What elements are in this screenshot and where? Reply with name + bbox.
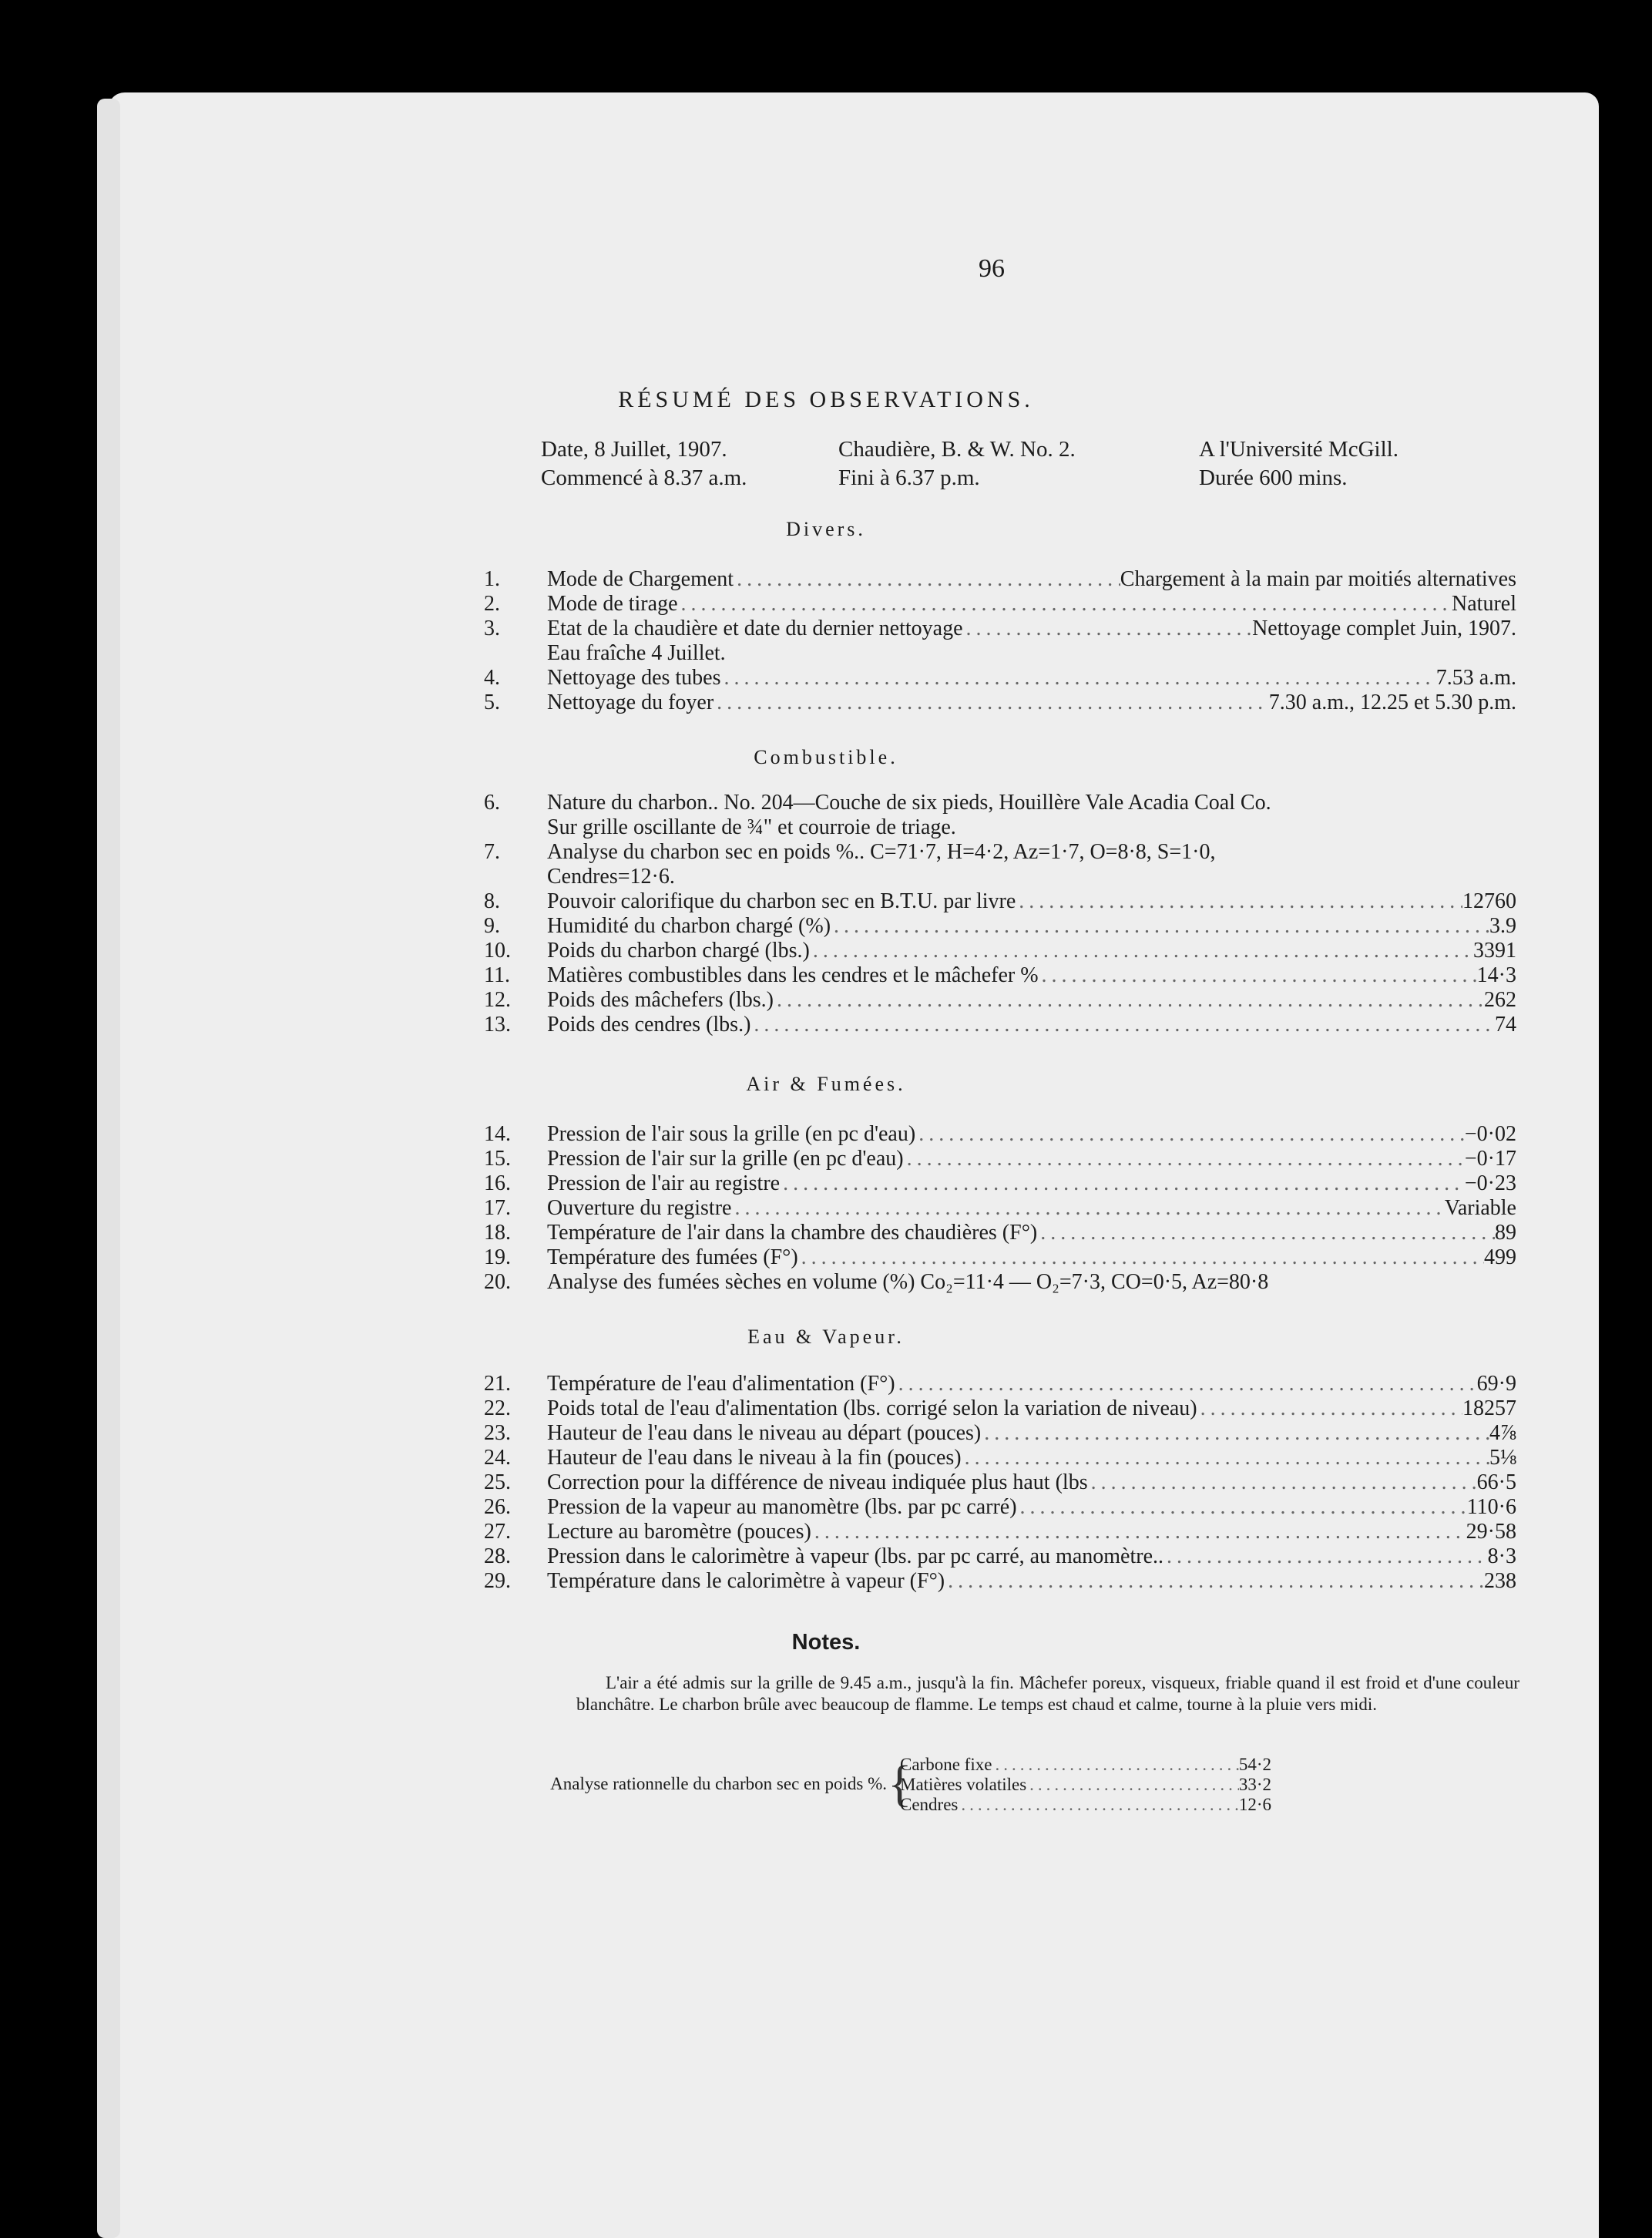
item-label: Poids total de l'eau d'alimentation (lbs. corrigé selon la variation de niveau) xyxy=(547,1396,1197,1420)
item-number: 6. xyxy=(484,791,500,815)
item-value: −0·17 xyxy=(1464,1147,1516,1171)
leader-dots xyxy=(992,1755,1238,1775)
item-label: Analyse du charbon sec en poids %.. C=71·7, H=4·2, Az=1·7, O=8·8, S=1·0, xyxy=(547,840,1216,864)
leader-dots xyxy=(731,1196,1444,1221)
item-number: 14. xyxy=(484,1122,511,1146)
item-value: 66·5 xyxy=(1476,1470,1516,1494)
observation-row xyxy=(484,1520,1516,1544)
observation-row xyxy=(484,567,1516,592)
item-value: Variable xyxy=(1444,1196,1516,1220)
item-label: Etat de la chaudière et date du dernier nettoyage xyxy=(547,617,963,640)
item-value: 499 xyxy=(1484,1245,1516,1269)
item-label: Pression dans le calorimètre à vapeur (lbs. par pc carré, au manomètre.. xyxy=(547,1544,1163,1568)
item-number: 17. xyxy=(484,1196,511,1220)
item-label: Correction pour la différence de niveau indiquée plus haut (lbs xyxy=(547,1470,1088,1494)
item-number: 9. xyxy=(484,914,500,938)
analysis-label: Analyse rationnelle du charbon sec en poids %. xyxy=(550,1774,887,1793)
item-value: 7.53 a.m. xyxy=(1435,666,1516,690)
item-value: 3.9 xyxy=(1489,914,1516,938)
observation-row xyxy=(484,666,1516,691)
item-number: 2. xyxy=(484,592,500,616)
observation-row xyxy=(484,1470,1516,1495)
item-value: 33·2 xyxy=(1238,1775,1271,1794)
item-number: 7. xyxy=(484,840,500,864)
leader-dots xyxy=(714,691,1269,715)
item-value: 89 xyxy=(1495,1221,1516,1245)
observation-text-row xyxy=(484,865,1516,889)
item-value: −0·02 xyxy=(1464,1122,1516,1146)
item-value: 262 xyxy=(1484,988,1516,1012)
observation-row xyxy=(484,914,1516,939)
item-label: Nature du charbon.. No. 204—Couche de six pieds, Houillère Vale Acadia Coal Co. xyxy=(547,791,1271,815)
brace-glyph: { xyxy=(888,1756,912,1812)
observation-row xyxy=(484,988,1516,1013)
item-value: Chargement à la main par moitiés alternatives xyxy=(1120,567,1516,591)
observation-text-row xyxy=(484,815,1516,840)
leader-dots xyxy=(811,1520,1466,1544)
leader-dots xyxy=(780,1171,1465,1196)
item-number: 20. xyxy=(484,1270,511,1294)
item-number: 10. xyxy=(484,939,511,963)
leader-dots xyxy=(1016,889,1462,914)
divers-list xyxy=(484,567,1516,715)
leader-dots xyxy=(1037,1221,1495,1245)
item-value: 238 xyxy=(1484,1569,1516,1593)
item-label: Carbone fixe xyxy=(900,1755,992,1774)
item-value: 18257 xyxy=(1462,1396,1516,1420)
item-number: 16. xyxy=(484,1171,511,1195)
observation-row xyxy=(484,691,1516,715)
page-number: 96 xyxy=(979,254,1005,283)
item-label: Pression de l'air sur la grille (en pc d'eau) xyxy=(547,1147,904,1171)
item-value: 110·6 xyxy=(1466,1495,1516,1519)
observation-row xyxy=(900,1755,1271,1775)
leader-dots xyxy=(678,592,1452,617)
analysis-table xyxy=(900,1755,1271,1815)
notes-title: Notes. xyxy=(791,1630,861,1655)
item-number: 24. xyxy=(484,1446,511,1470)
item-number: 27. xyxy=(484,1520,511,1544)
item-value: 54·2 xyxy=(1238,1755,1271,1774)
section-title-combustible: Combustible. xyxy=(754,746,898,768)
leader-dots xyxy=(1039,963,1477,988)
item-label: Hauteur de l'eau dans le niveau au départ (pouces) xyxy=(547,1421,982,1445)
observation-row xyxy=(484,939,1516,963)
item-label: Matières volatiles xyxy=(900,1775,1027,1794)
item-number: 8. xyxy=(484,889,500,913)
item-label: Pouvoir calorifique du charbon sec en B.T.U. par livre xyxy=(547,889,1016,913)
observation-text-row xyxy=(484,791,1516,815)
item-label: Cendres=12·6. xyxy=(547,865,675,889)
observation-text-row xyxy=(484,840,1516,865)
item-label: Ouverture du registre xyxy=(547,1196,732,1220)
header-fini: Fini à 6.37 p.m. xyxy=(838,465,980,490)
observation-row xyxy=(484,963,1516,988)
observation-row xyxy=(900,1775,1271,1795)
item-number: 21. xyxy=(484,1372,511,1396)
item-number: 19. xyxy=(484,1245,511,1269)
item-number: 4. xyxy=(484,666,500,690)
item-number: 22. xyxy=(484,1396,511,1420)
leader-dots xyxy=(774,988,1484,1013)
observation-row xyxy=(484,1245,1516,1270)
item-label: Pression de la vapeur au manomètre (lbs. par pc carré) xyxy=(547,1495,1017,1519)
item-value: 8·3 xyxy=(1487,1544,1516,1568)
observation-row xyxy=(900,1795,1271,1815)
item-label: Nettoyage des tubes xyxy=(547,666,721,690)
eau-list xyxy=(484,1372,1516,1594)
leader-dots xyxy=(734,567,1120,592)
observation-row xyxy=(484,592,1516,617)
observation-row xyxy=(484,889,1516,914)
header-left xyxy=(541,435,747,492)
item-number: 13. xyxy=(484,1013,511,1037)
item-value: Naturel xyxy=(1452,592,1516,616)
leader-dots xyxy=(810,939,1473,963)
item-number: 28. xyxy=(484,1544,511,1568)
header-lieu: A l'Université McGill. xyxy=(1199,437,1398,462)
section-title-air: Air & Fumées. xyxy=(746,1073,906,1095)
item-value: 3391 xyxy=(1473,939,1516,963)
leader-dots xyxy=(1088,1470,1477,1495)
item-number: 11. xyxy=(484,963,510,987)
observation-row xyxy=(484,1421,1516,1446)
item-number: 15. xyxy=(484,1147,511,1171)
item-label: Nettoyage du foyer xyxy=(547,691,714,714)
header-commence: Commencé à 8.37 a.m. xyxy=(541,465,747,490)
leader-dots xyxy=(1017,1495,1467,1520)
item-number: 12. xyxy=(484,988,511,1012)
item-value: 12·6 xyxy=(1238,1795,1271,1814)
leader-dots xyxy=(895,1372,1477,1396)
leader-dots xyxy=(981,1421,1489,1446)
item-label: Mode de Chargement xyxy=(547,567,734,591)
item-label: Hauteur de l'eau dans le niveau à la fin (pouces) xyxy=(547,1446,962,1470)
item-label: Matières combustibles dans les cendres et le mâchefer % xyxy=(547,963,1039,987)
item-label: Poids des mâchefers (lbs.) xyxy=(547,988,774,1012)
observation-row xyxy=(484,1013,1516,1037)
section-title-eau: Eau & Vapeur. xyxy=(747,1326,905,1348)
observation-row xyxy=(484,1221,1516,1245)
item-value: 4⅞ xyxy=(1489,1421,1516,1445)
item-label: Poids du charbon chargé (lbs.) xyxy=(547,939,810,963)
item-number: 26. xyxy=(484,1495,511,1519)
item-value: −0·23 xyxy=(1464,1171,1516,1195)
page-title: RÉSUMÉ DES OBSERVATIONS. xyxy=(618,387,1034,412)
item-number: 29. xyxy=(484,1569,511,1593)
item-number: 5. xyxy=(484,691,500,714)
item-number: 23. xyxy=(484,1421,511,1445)
item-value: 12760 xyxy=(1462,889,1516,913)
observation-row xyxy=(484,1196,1516,1221)
page-edge xyxy=(97,99,120,2238)
observation-row xyxy=(484,1372,1516,1396)
item-label: Sur grille oscillante de ¾" et courroie de triage. xyxy=(547,815,956,839)
header-chaudiere: Chaudière, B. & W. No. 2. xyxy=(838,437,1076,462)
item-value: 7.30 a.m., 12.25 et 5.30 p.m. xyxy=(1268,691,1516,714)
item-value: Nettoyage complet Juin, 1907. xyxy=(1252,617,1516,640)
observation-row xyxy=(484,1122,1516,1147)
leader-dots xyxy=(798,1245,1484,1270)
item-label: Cendres xyxy=(900,1795,959,1814)
leader-dots xyxy=(958,1795,1238,1815)
notes-paragraph: L'air a été admis sur la grille de 9.45 a.m., jusqu'à la fin. Mâchefer poreux, visqueux, friable quand il est froid et d'une couleur blanchâtre. Le charbon brûle avec beaucoup de flamme. Le temps est chaud et calme, tourne à la pluie vers midi. xyxy=(576,1673,1519,1714)
leader-dots xyxy=(831,914,1489,939)
leader-dots xyxy=(1163,1544,1488,1569)
item-value: 74 xyxy=(1495,1013,1516,1037)
observation-row xyxy=(484,1544,1516,1569)
item-label: Température dans le calorimètre à vapeur (F°) xyxy=(547,1569,945,1593)
item-label: Pression de l'air sous la grille (en pc d'eau) xyxy=(547,1122,916,1146)
item-value: 69·9 xyxy=(1476,1372,1516,1396)
combustible-list xyxy=(484,791,1516,1037)
item-label: Mode de tirage xyxy=(547,592,678,616)
header-right xyxy=(1199,435,1398,492)
leader-dots xyxy=(904,1147,1465,1171)
leader-dots xyxy=(750,1013,1495,1037)
item-label: Température de l'eau d'alimentation (F°) xyxy=(547,1372,895,1396)
item-label: Température des fumées (F°) xyxy=(547,1245,798,1269)
item-number: 25. xyxy=(484,1470,511,1494)
header-center xyxy=(838,435,1076,492)
observation-row xyxy=(484,1396,1516,1421)
item-label: Eau fraîche 4 Juillet. xyxy=(547,641,726,665)
item-number: 1. xyxy=(484,567,500,591)
leader-dots xyxy=(1197,1396,1462,1421)
item-label: Température de l'air dans la chambre des chaudières (F°) xyxy=(547,1221,1038,1245)
leader-dots xyxy=(945,1569,1484,1594)
observation-text-row xyxy=(484,1270,1516,1295)
section-title-divers: Divers. xyxy=(786,518,866,540)
item-label: Analyse des fumées sèches en volume (%) Co₂=11·4 — O₂=7·3, CO=0·5, Az=80·8 xyxy=(547,1270,1269,1294)
item-label: Lecture au baromètre (pouces) xyxy=(547,1520,811,1544)
item-number: 3. xyxy=(484,617,500,640)
item-value: 5⅛ xyxy=(1489,1446,1516,1470)
item-value: 29·58 xyxy=(1466,1520,1516,1544)
header-duree: Durée 600 mins. xyxy=(1199,465,1348,490)
observation-row xyxy=(484,1446,1516,1470)
leader-dots xyxy=(963,617,1253,641)
observation-row xyxy=(484,1495,1516,1520)
observation-text-row xyxy=(484,641,1516,666)
item-label: Poids des cendres (lbs.) xyxy=(547,1013,751,1037)
item-label: Humidité du charbon chargé (%) xyxy=(547,914,831,938)
leader-dots xyxy=(962,1446,1489,1470)
item-value: 14·3 xyxy=(1476,963,1516,987)
observation-row xyxy=(484,1569,1516,1594)
item-label: Pression de l'air au registre xyxy=(547,1171,781,1195)
observation-row xyxy=(484,617,1516,641)
observation-row xyxy=(484,1147,1516,1171)
leader-dots xyxy=(1026,1775,1239,1795)
observation-row xyxy=(484,1171,1516,1196)
air-list xyxy=(484,1122,1516,1295)
leader-dots xyxy=(915,1122,1465,1147)
item-number: 18. xyxy=(484,1221,511,1245)
leader-dots xyxy=(721,666,1436,691)
header-date: Date, 8 Juillet, 1907. xyxy=(541,437,727,462)
